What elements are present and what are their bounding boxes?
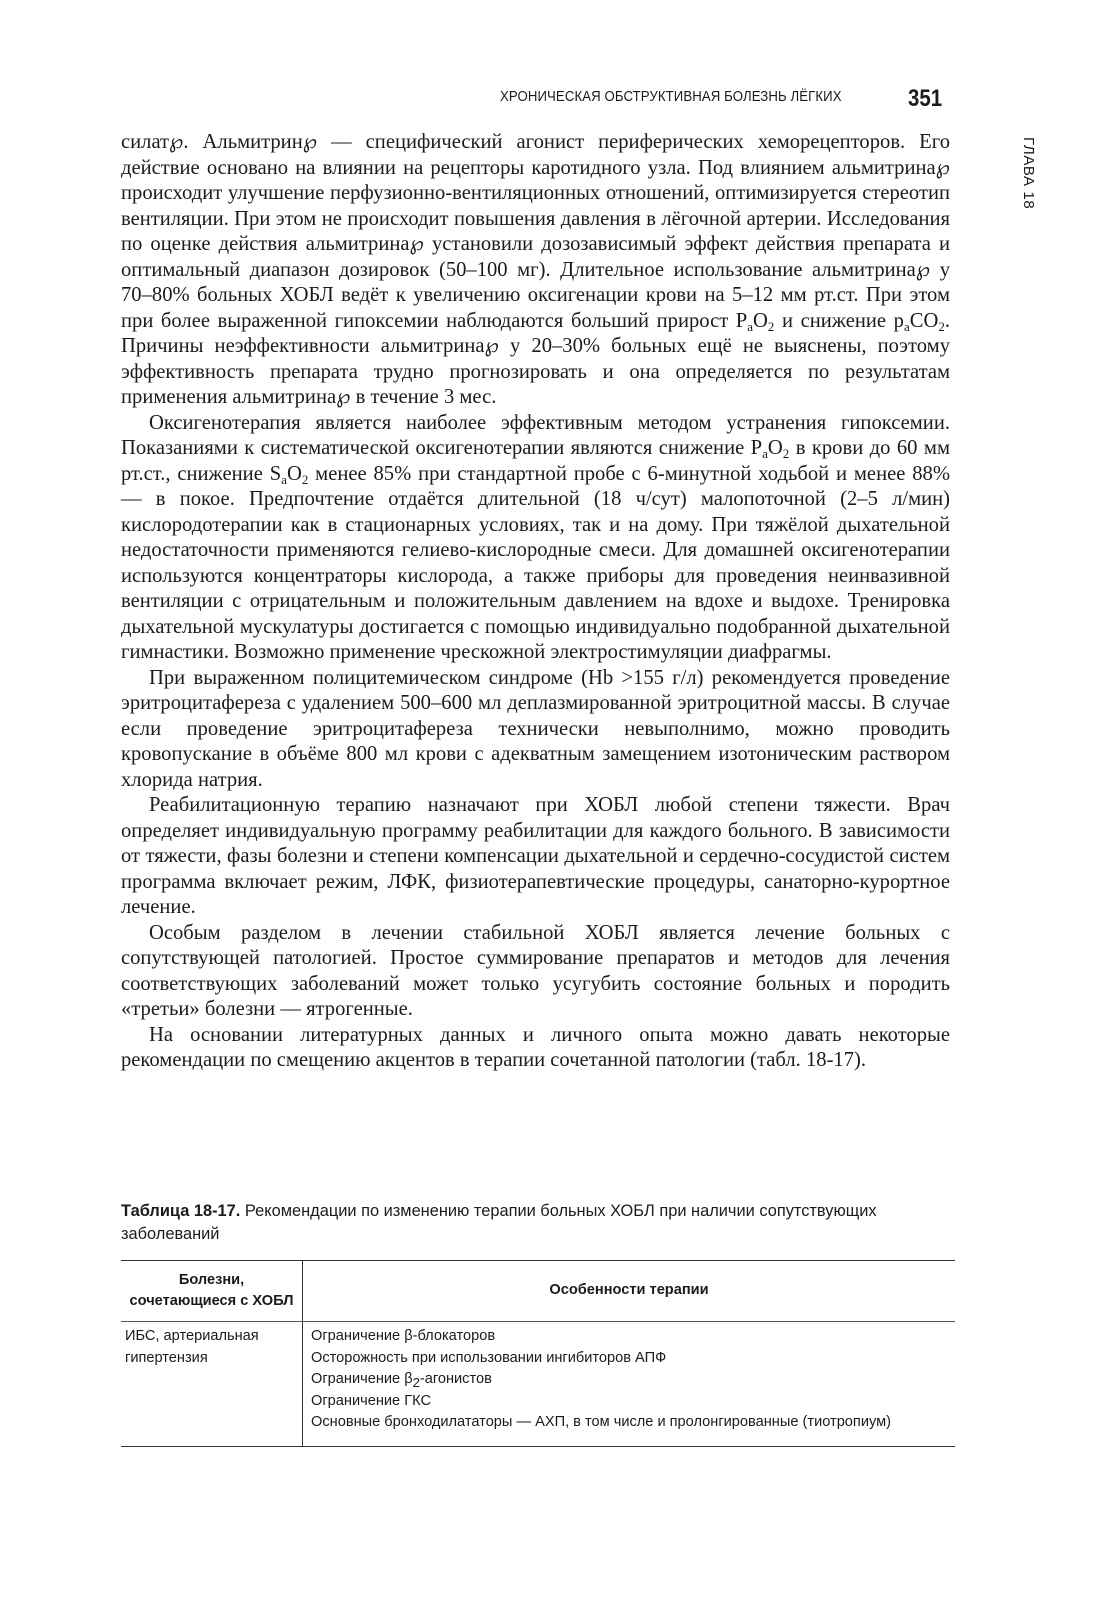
paragraph-oxygen-part-4: O [286,462,302,485]
body-text [121,130,950,1074]
subscript-2: 2 [767,318,775,334]
paragraph-almitrine-part-3: и снижение p [774,309,904,332]
therapy-line: Осторожность при использовании ингибиторов АПФ [311,1349,667,1366]
paragraph-comorbidity: Особым разделом в лечении стабильной ХОБЛ является лечение больных с сопутствующей патологией. Простое суммирование препаратов и методов для лечения соответствующих заболеваний может только усугубить состояние больных и породить «третьи» болезни — ятрогенные. [121,921,950,1020]
therapy-line: Ограничение β-блокаторов [311,1328,496,1344]
table-caption-label: Таблица 18-17. [121,1202,241,1220]
paragraph-oxygen-part-3: в крови до 60 мм рт.ст., снижение S [121,437,950,485]
paragraph-oxygen-part-2: O [767,437,783,459]
therapy-line-part: Ограничение β [311,1371,413,1387]
paragraph-almitrine-part-1: силат℘. Альмитрин℘ — специфический агонист периферических хеморецепторов. Его действие основано на влиянии на рецепторы каротидного узла. Под влиянием альмитрина℘ происходит улучшение перфузионно-вентиляционных отношений, оптимизируется стереотип вентиляции. При этом не происходит повышения давления в лёгочной артерии. Исследования по оценке действия альмитрина℘ установили дозозависимый эффект действия препарата и оптимальный диапазон дозировок (50–100 мг). Длительное использование альмитрина℘ у 70–80% больных ХОБЛ ведёт к увеличению оксигенации крови на 5–12 мм рт.ст. При этом при более выраженной гипоксемии наблюдаются больший прирост P [121,131,950,332]
table-row [121,1322,955,1446]
table-header-therapy: Особенности терапии [549,1282,709,1299]
table-header-row [121,1261,955,1322]
page-number: 351 [908,85,943,112]
table-cell-therapy [303,1322,955,1446]
subscript-a: a [903,318,910,334]
paragraph-polycythemia: При выраженном полицитемическом синдроме (Hb >155 г/л) рекомендуется проведение эритроцитафереза с удалением 500–600 мл деплазмированной эритроцитной массы. В случае если проведение эритроцитафереза технически невыполнимо, можно проводить кровопускание в объёме 800 мл крови с адекватным замещением изотоническим раствором хлорида натрия. [121,666,950,791]
paragraph-oxygen-part-5: менее 85% при стандартной пробе с 6-минутной ходьбой и менее 88% — в покое. Предпочтение отдаётся длительной (18 ч/сут) малопоточной (2–5 л/мин) кислородотерапии как в стационарных условиях, так и на дому. При тяжёлой дыхательной недостаточности применяются гелиево-кислородные смеси. Для домашней оксигенотерапии используются концентраторы кислорода, а также приборы для проведения неинвазивной вентиляции с отрицательным и положительным давлением на вдохе и выдохе. Тренировка дыхательной мускулатуры достигается с помощью индивидуально подобранной дыхательной гимнастики. Возможно применение чрескожной электростимуляции диафрагмы. [121,462,950,663]
table-caption [121,1200,956,1246]
running-header: ХРОНИЧЕСКАЯ ОБСТРУКТИВНАЯ БОЛЕЗНЬ ЛЁГКИХ [500,88,842,105]
table-cell-disease: ИБС, артериальная гипертензия [121,1322,303,1446]
subscript-2: 2 [938,318,945,334]
paragraph-oxygen-therapy [121,411,950,666]
therapy-line: Ограничение ГКС [311,1392,431,1409]
subscript-a: a [281,471,287,487]
paragraph-rehabilitation: Реабилитационную терапию назначают при ХОБЛ любой степени тяжести. Врач определяет индивидуальную программу реабилитации для каждого больного. В зависимости от тяжести, фазы болезни и степени компенсации дыхательной и сердечно-сосудистой систем программа включает режим, ЛФК, физиотерапевтические процедуры, санаторно-курортное лечение. [121,794,950,918]
therapy-table [121,1260,955,1447]
subscript-a: a [747,318,754,334]
subscript-2: 2 [301,471,309,487]
therapy-line [311,1369,947,1391]
paragraph-almitrine-part-5: . Причины неэффективности альмитрина℘ у 20–30% больных ещё не выяснены, поэтому эффективность препарата трудно прогнозировать и она определяется по результатам применения альмитрина℘ в течение 3 мес. [121,309,950,408]
therapy-line-part: -агонистов [419,1371,492,1387]
paragraph-recommendations: На основании литературных данных и личного опыта можно давать некоторые рекомендации по смещению акцентов в терапии сочетанной патологии (табл. 18-17). [121,1023,950,1071]
paragraph-almitrine-part-4: CO [909,309,939,332]
subscript-2: 2 [412,1375,420,1390]
subscript-a: a [762,446,768,461]
table-caption-text: Рекомендации по изменению терапии больных ХОБЛ при наличии сопутствующих заболеваний [121,1202,877,1243]
paragraph-oxygen-part-1: Оксигенотерапия является наиболее эффективным методом устранения гипоксемии. Показаниями к систематической оксигенотерапии являются снижение P [121,411,950,459]
therapy-line: Основные бронходилататоры — АХП, в том числе и пролонгированные (тиотропиум) [311,1414,892,1430]
subscript-2: 2 [782,446,790,461]
chapter-tab: ГЛАВА 18 [1020,137,1037,210]
paragraph-almitrine [121,130,950,411]
table-header-diseases: Болезни, сочетающиеся с ХОБЛ [121,1261,303,1321]
paragraph-almitrine-part-2: O [753,309,768,332]
